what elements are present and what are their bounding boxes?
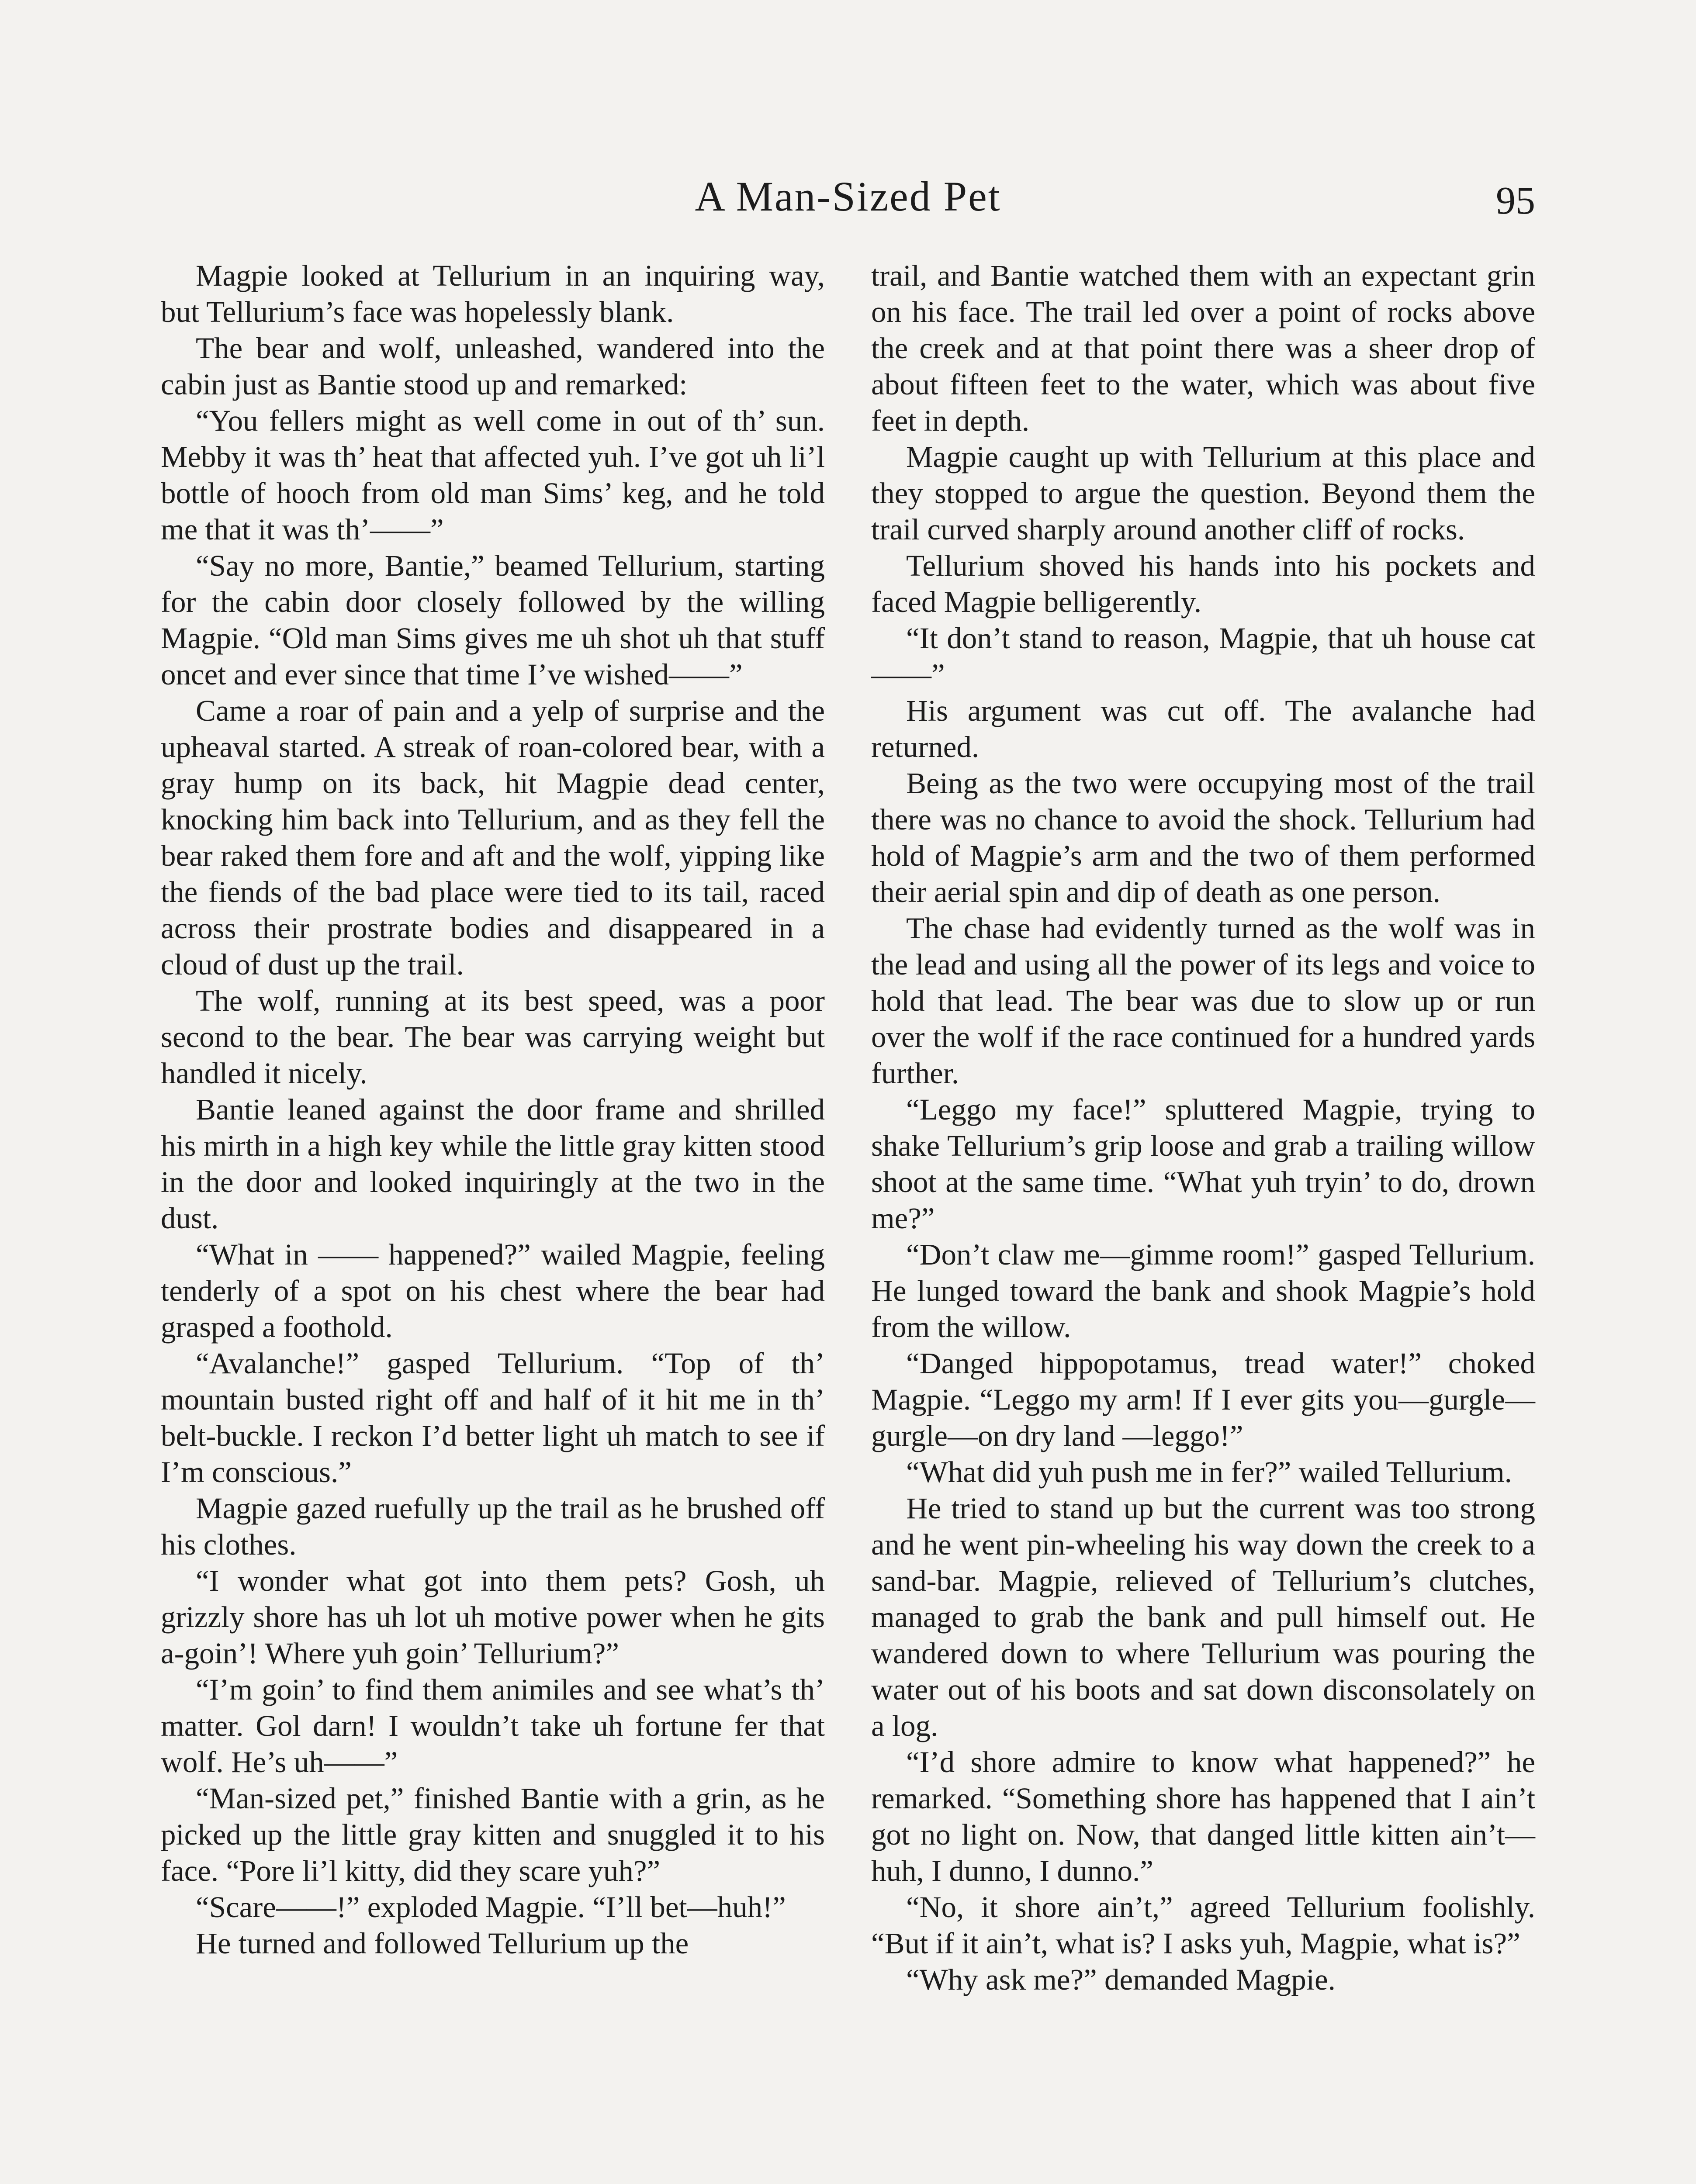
paragraph: Came a roar of pain and a yelp of surprise and the upheaval started. A streak of roan-colored bear, with a gray hump on its back, hit Magpie dead center, knocking him back into Tellurium, and as they fell the bear raked them fore and aft and the wolf, yipping like the fiends of the bad place were tied to its tail, raced across their prostrate bodies and disappeared in a cloud of dust up the trail.: [161, 694, 825, 981]
paragraph: “What in —— happened?” wailed Magpie, feeling tenderly of a spot on his chest where the bear had grasped a foothold.: [161, 1238, 825, 1344]
paragraph: Bantie leaned against the door frame and shrilled his mirth in a high key while the little gray kitten stood in the door and looked inquiringly at the two in the dust.: [161, 1093, 825, 1235]
paragraph: “I’d shore admire to know what happened?” he remarked. “Something shore has happened that I ain’t got no light on. Now, that danged little kitten ain’t—huh, I dunno, I dunno.”: [871, 1745, 1535, 1887]
paragraph: “It don’t stand to reason, Magpie, that uh house cat——”: [871, 622, 1535, 691]
paragraph: “I wonder what got into them pets? Gosh, uh grizzly shore has uh lot uh motive power when he gits a-goin’! Where yuh goin’ Tellurium?”: [161, 1564, 825, 1670]
paragraph: Magpie gazed ruefully up the trail as he brushed off his clothes.: [161, 1492, 825, 1561]
paragraph: “I’m goin’ to find them animiles and see what’s th’ matter. Gol darn! I wouldn’t take uh fortune fer that wolf. He’s uh——”: [161, 1673, 825, 1779]
paragraph: The bear and wolf, unleashed, wandered into the cabin just as Bantie stood up and remarked:: [161, 332, 825, 401]
paragraph: trail, and Bantie watched them with an expectant grin on his face. The trail led over a point of rocks above the creek and at that point there was a sheer drop of about fifteen feet to the water, which was about five feet in depth.: [871, 259, 1535, 437]
paragraph: Magpie caught up with Tellurium at this place and they stopped to argue the question. Beyond them the trail curved sharply around another cliff of rocks.: [871, 440, 1535, 546]
paragraph: “Avalanche!” gasped Tellurium. “Top of th’ mountain busted right off and half of it hit me in th’ belt-buckle. I reckon I’d better light uh match to see if I’m conscious.”: [161, 1347, 825, 1489]
paragraph: He turned and followed Tellurium up the: [196, 1927, 689, 1960]
paragraph: His argument was cut off. The avalanche had returned.: [871, 694, 1535, 764]
paragraph: Being as the two were occupying most of the trail there was no chance to avoid the shock. Tellurium had hold of Magpie’s arm and the two of them performed their aerial spin and dip of death as one person.: [871, 767, 1535, 909]
paragraph: “Leggo my face!” spluttered Magpie, trying to shake Tellurium’s grip loose and grab a trailing willow shoot at the same time. “What yuh tryin’ to do, drown me?”: [871, 1093, 1535, 1235]
left-text-column: [161, 258, 825, 1962]
paragraph: The chase had evidently turned as the wolf was in the lead and using all the power of its legs and voice to hold that lead. The bear was due to slow up or run over the wolf if the race continued for a hundred yards further.: [871, 912, 1535, 1090]
right-text-column: [871, 258, 1535, 1998]
paragraph: “Danged hippopotamus, tread water!” choked Magpie. “Leggo my arm! If I ever gits you—gurgle—gurgle—on dry land —leggo!”: [871, 1347, 1535, 1452]
running-title: A Man-Sized Pet: [695, 173, 1001, 220]
paragraph: The wolf, running at its best speed, was a poor second to the bear. The bear was carrying weight but handled it nicely.: [161, 984, 825, 1090]
page-number: 95: [1496, 179, 1535, 222]
paragraph: Magpie looked at Tellurium in an inquiring way, but Tellurium’s face was hopelessly blank.: [161, 259, 825, 328]
paragraph: “Man-sized pet,” finished Bantie with a grin, as he picked up the little gray kitten and snuggled it to his face. “Pore li’l kitty, did they scare yuh?”: [161, 1782, 825, 1887]
paragraph: “Say no more, Bantie,” beamed Tellurium, starting for the cabin door closely followed by the willing Magpie. “Old man Sims gives me uh shot uh that stuff oncet and ever since that time I’ve wished——”: [161, 549, 825, 691]
paragraph: “Scare——!” exploded Magpie. “I’ll bet—huh!”: [196, 1890, 786, 1924]
paragraph: He tried to stand up but the current was too strong and he went pin-wheeling his way down the creek to a sand-bar. Magpie, relieved of Tellurium’s clutches, managed to grab the bank and pull himself out. He wandered down to where Tellurium was pouring the water out of his boots and sat down disconsolately on a log.: [871, 1492, 1535, 1742]
paragraph: “You fellers might as well come in out of th’ sun. Mebby it was th’ heat that affected yuh. I’ve got uh li’l bottle of hooch from old man Sims’ keg, and he told me that it was th’——”: [161, 404, 825, 546]
paragraph: “What did yuh push me in fer?” wailed Tellurium.: [906, 1455, 1512, 1489]
paragraph: Tellurium shoved his hands into his pockets and faced Magpie belligerently.: [871, 549, 1535, 619]
paragraph: “Why ask me?” demanded Magpie.: [906, 1963, 1336, 1996]
page-header: [161, 166, 1535, 227]
paragraph: “No, it shore ain’t,” agreed Tellurium foolishly. “But if it ain’t, what is? I asks yuh, Magpie, what is?”: [871, 1890, 1535, 1960]
paragraph: “Don’t claw me—gimme room!” gasped Tellurium. He lunged toward the bank and shook Magpie’s hold from the willow.: [871, 1238, 1535, 1344]
